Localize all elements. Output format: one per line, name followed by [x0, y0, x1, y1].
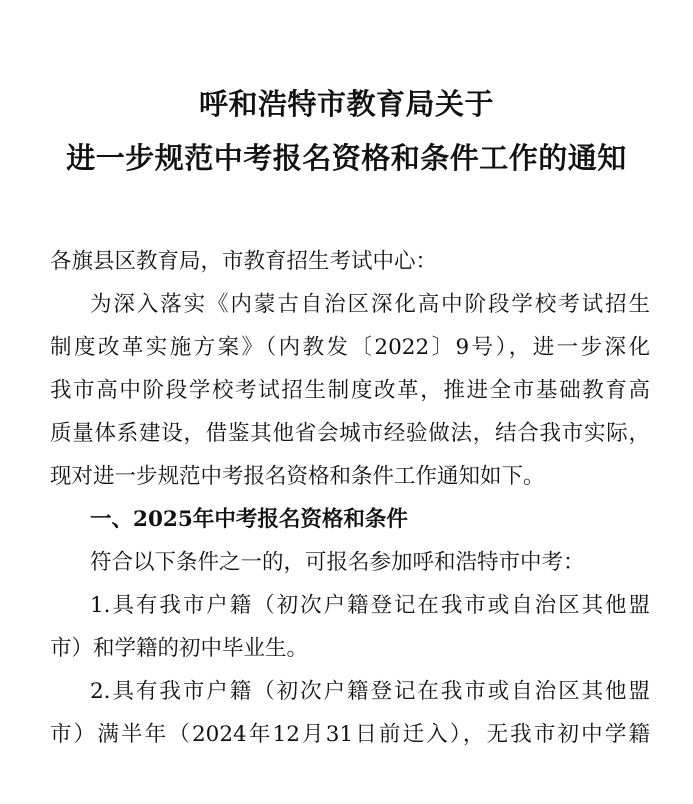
intro-line-1: 为深入落实《内蒙古自治区深化高中阶段学校考试招生 — [90, 292, 650, 317]
section-1-intro: 符合以下条件之一的，可报名参加呼和浩特市中考： — [90, 550, 585, 575]
item-2-line-1: 2.具有我市户籍（初次户籍登记在我市或自治区其他盟 — [90, 679, 650, 704]
item-2-line-2: 市）满半年（2024年12月31日前迁入），无我市初中学籍 — [50, 722, 650, 747]
item-1-line-1: 1.具有我市户籍（初次户籍登记在我市或自治区其他盟 — [90, 593, 650, 618]
intro-line-2: 制度改革实施方案》（内教发〔2022〕9号），进一步深化 — [50, 335, 650, 360]
intro-line-5: 现对进一步规范中考报名资格和条件工作通知如下。 — [50, 464, 545, 489]
intro-line-4: 质量体系建设，借鉴其他省会城市经验做法，结合我市实际， — [50, 421, 650, 446]
document-title-line-1: 呼和浩特市教育局关于 — [198, 87, 494, 121]
intro-line-3: 我市高中阶段学校考试招生制度改革，推进全市基础教育高 — [50, 378, 650, 403]
section-1-heading: 一、2025年中考报名资格和条件 — [90, 507, 408, 532]
document-title-line-2: 进一步规范中考报名资格和条件工作的通知 — [66, 141, 627, 175]
item-1-line-2: 市）和学籍的初中毕业生。 — [50, 636, 309, 661]
salutation: 各旗县区教育局，市教育招生考试中心： — [50, 249, 438, 274]
